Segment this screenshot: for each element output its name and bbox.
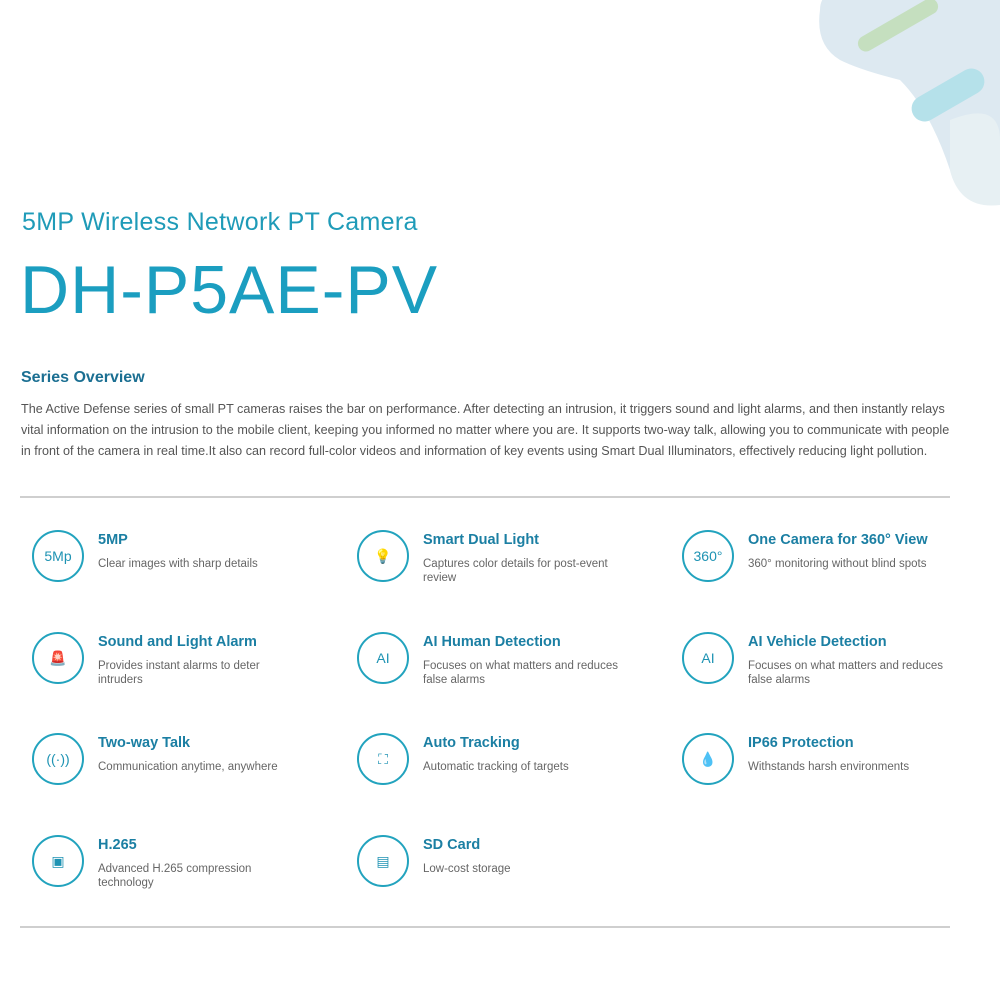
- icon-glyph: ⛶: [378, 750, 388, 767]
- feature-title: Smart Dual Light: [423, 532, 540, 548]
- feature-item: [682, 632, 982, 692]
- feature-description: Communication anytime, anywhere: [98, 761, 278, 773]
- feature-item: [357, 530, 657, 590]
- series-overview-text: The Active Defense series of small PT cameras raises the bar on performance. After detecting an intrusion, it triggers sound and light alarms, and then instantly relays vital information on the intrusion to the mobile client, keeping you informed no matter where you are. It supports two-way talk, allowing you to communicate with people in front of the camera in real time.It also can record full-color videos and information of key events using Smart Dual Illuminators, effectively reducing light pollution.: [21, 402, 950, 458]
- series-overview-heading: Series Overview: [21, 369, 145, 386]
- icon-glyph: AI: [376, 650, 390, 666]
- feature-title: H.265: [98, 837, 137, 853]
- feature-description: Withstands harsh environments: [748, 761, 910, 773]
- divider: [20, 496, 950, 498]
- feature-description: Automatic tracking of targets: [423, 761, 569, 773]
- feature-description: Focuses on what matters and reduces false alarms: [423, 660, 618, 686]
- feature-description: Captures color details for post-event review: [423, 558, 608, 584]
- feature-title: Two-way Talk: [98, 735, 191, 751]
- two-way-talk-icon: [32, 733, 84, 785]
- feature-item: [32, 835, 332, 895]
- feature-title: IP66 Protection: [748, 735, 854, 751]
- feature-item: [357, 733, 657, 793]
- icon-glyph: AI: [701, 650, 715, 666]
- light-bulb-icon: [357, 530, 409, 582]
- feature-item: [32, 632, 332, 692]
- 360-view-icon: [682, 530, 734, 582]
- feature-description: Low-cost storage: [423, 863, 511, 875]
- product-subtitle: 5MP Wireless Network PT Camera: [22, 208, 418, 236]
- feature-item: [682, 530, 982, 590]
- water-drop-icon: [682, 733, 734, 785]
- feature-title: SD Card: [423, 837, 481, 853]
- icon-glyph: ▣: [51, 852, 65, 869]
- siren-icon: [32, 632, 84, 684]
- icon-glyph: 🚨: [49, 649, 67, 666]
- icon-glyph: ▤: [376, 852, 390, 869]
- feature-title: AI Human Detection: [423, 634, 561, 650]
- feature-description: Clear images with sharp details: [98, 558, 258, 570]
- icon-glyph: 360°: [693, 548, 723, 564]
- icon-glyph: 💧: [699, 750, 717, 767]
- icon-glyph: ((·)): [46, 751, 70, 767]
- product-model: DH-P5AE-PV: [20, 252, 439, 328]
- feature-description: Provides instant alarms to deter intruders: [98, 660, 260, 686]
- human-detection-icon: [357, 632, 409, 684]
- chip-icon: [32, 835, 84, 887]
- icon-glyph: 5Mp: [44, 548, 72, 564]
- feature-title: Auto Tracking: [423, 735, 520, 751]
- feature-item: [357, 835, 657, 895]
- feature-item: [682, 733, 982, 793]
- sd-card-icon: [357, 835, 409, 887]
- feature-title: One Camera for 360° View: [748, 532, 928, 548]
- feature-description: 360° monitoring without blind spots: [748, 558, 927, 570]
- 5mp-icon: [32, 530, 84, 582]
- icon-glyph: 💡: [374, 547, 392, 564]
- feature-title: 5MP: [98, 532, 128, 548]
- divider: [20, 926, 950, 928]
- tracking-icon: [357, 733, 409, 785]
- feature-description: Advanced H.265 compression technology: [98, 863, 252, 889]
- feature-item: [32, 530, 332, 590]
- vehicle-detection-icon: [682, 632, 734, 684]
- feature-title: AI Vehicle Detection: [748, 634, 887, 650]
- feature-description: Focuses on what matters and reduces false alarms: [748, 660, 943, 686]
- feature-item: [32, 733, 332, 793]
- feature-item: [357, 632, 657, 692]
- feature-title: Sound and Light Alarm: [98, 634, 257, 650]
